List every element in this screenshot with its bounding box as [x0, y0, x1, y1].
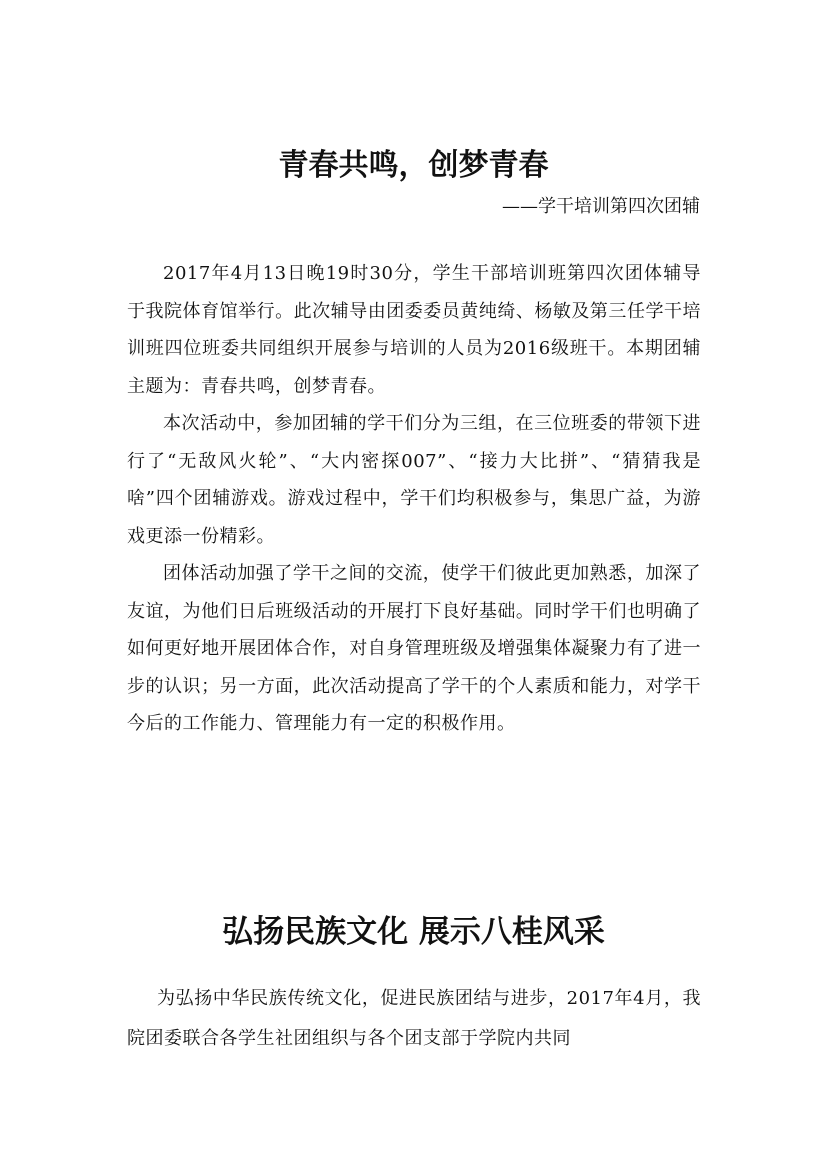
article-subtitle: ——学干培训第四次团辅 — [502, 196, 700, 217]
second-article-title: 弘扬民族文化 展示八桂风采 — [222, 914, 605, 950]
article-title: 青春共鸣，创梦青春 — [278, 148, 549, 183]
body-paragraph: 本次活动中，参加团辅的学干们分为三组，在三位班委的带领下进行了“无敌风火轮”、“大内密探007”、“接力大比拼”、“猜猜我是啥”四个团辅游戏。游戏过程中，学干们均积极参与，集思广益，为游戏更添一份精彩。 — [127, 413, 701, 547]
body-paragraph: 团体活动加强了学干之间的交流，使学干们彼此更加熟悉，加深了友谊，为他们日后班级活动的开展打下良好基础。同时学干们也明确了如何更好地开展团体合作，对自身管理班级及增强集体凝聚力有了进一步的认识；另一方面，此次活动提高了学干的个人素质和能力，对学干今后的工作能力、管理能力有一定的积极作用。 — [127, 563, 701, 734]
second-article-body — [127, 979, 701, 1059]
article-body — [127, 255, 701, 743]
body-paragraph: 为弘扬中华民族传统文化，促进民族团结与进步，2017年4月，我院团委联合各学生社团组织与各个团支部于学院内共同 — [127, 988, 701, 1049]
body-paragraph: 2017年4月13日晚19时30分，学生干部培训班第四次团体辅导于我院体育馆举行。此次辅导由团委委员黄纯绮、杨敏及第三任学干培训班四位班委共同组织开展参与培训的人员为2016级班干。本期团辅主题为：青春共鸣，创梦青春。 — [127, 263, 701, 397]
